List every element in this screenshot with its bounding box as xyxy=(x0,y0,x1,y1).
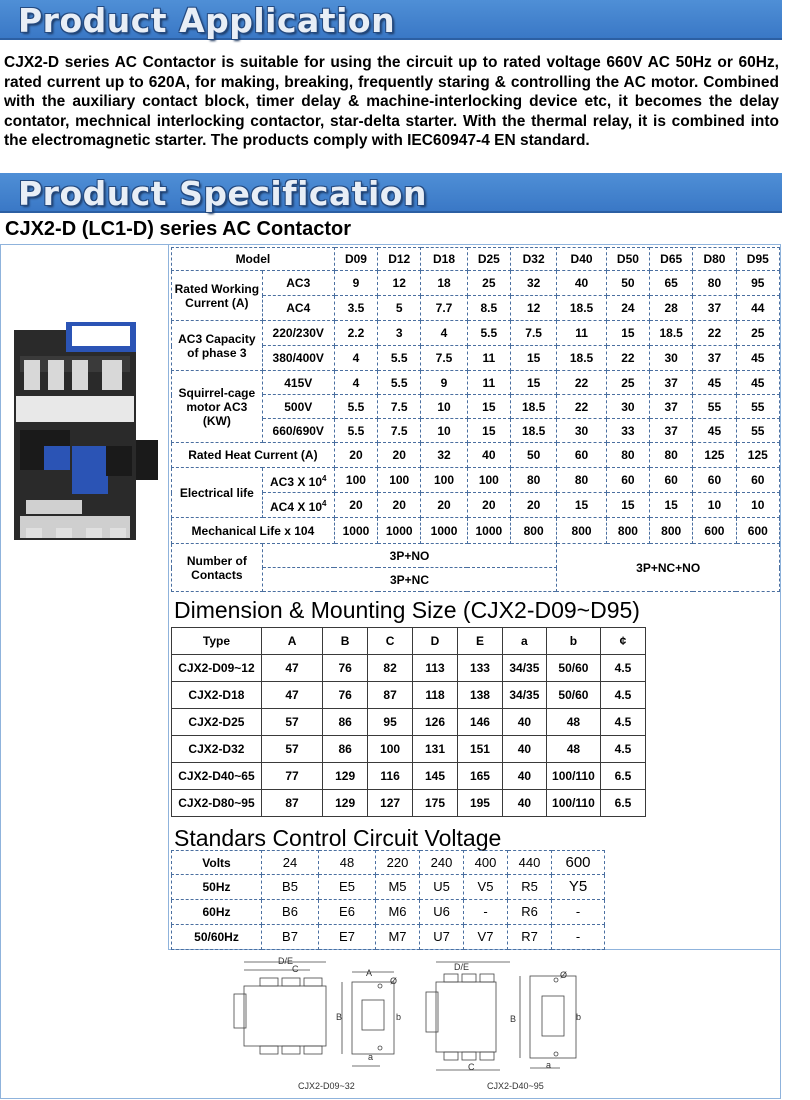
table-cell: 15 xyxy=(510,346,556,371)
table-cell: 18.5 xyxy=(510,419,556,443)
table-cell: 60 xyxy=(736,468,779,493)
table-cell: M5 xyxy=(376,875,420,900)
table-cell: 116 xyxy=(368,763,413,790)
table-cell: 127 xyxy=(368,790,413,817)
table-cell: 40 xyxy=(467,443,510,468)
drawing-dim-label: b xyxy=(576,1012,582,1022)
table-cell: V5 xyxy=(464,875,508,900)
table-cell: 60 xyxy=(557,443,606,468)
contacts-option: 3P+NC xyxy=(262,568,557,592)
application-title: Product Application xyxy=(18,1,396,40)
specification-title: Product Specification xyxy=(18,174,427,213)
table-cell: 37 xyxy=(650,371,693,395)
table-cell: 4 xyxy=(334,346,377,371)
table-cell: M6 xyxy=(376,900,420,925)
table-cell: 15 xyxy=(606,321,649,346)
table-cell: 400 xyxy=(464,851,508,875)
table-cell: 48 xyxy=(546,736,600,763)
table-cell: M7 xyxy=(376,925,420,950)
voltage-row-label: 60Hz xyxy=(172,900,262,925)
application-text: CJX2-D series AC Contactor is suitable for using the circuit up to rated voltage 660V AC 50Hz or 60Hz, rated current up to 620A, for making, breaking, frequently staring & controlling the AC motor. Combined with the auxiliary contact block, timer delay & machine-interlocking device etc, it becomes the delay contator, mechnical interlocking contactor, star-delta starter. With the thermal relay, it is combined into the electromagnetic starter. The products comply with IEC60947-4 EN standard. xyxy=(4,54,779,149)
table-cell: 175 xyxy=(413,790,458,817)
table-cell: 20 xyxy=(378,443,421,468)
table-cell: 82 xyxy=(368,655,413,682)
table-cell: 145 xyxy=(413,763,458,790)
rated-heat-current-label: Rated Heat Current (A) xyxy=(172,443,335,468)
table-cell: 40 xyxy=(502,709,546,736)
table-cell: 18.5 xyxy=(510,395,556,419)
table-cell: 86 xyxy=(323,709,368,736)
contacts-option: 3P+NC+NO xyxy=(557,544,780,592)
table-cell: 25 xyxy=(606,371,649,395)
table-cell: 100/110 xyxy=(546,790,600,817)
table-cell: 34/35 xyxy=(502,682,546,709)
table-cell: 195 xyxy=(457,790,502,817)
model-cell: D95 xyxy=(736,248,779,271)
table-cell: 20 xyxy=(334,493,377,518)
table-cell: 6.5 xyxy=(600,763,645,790)
table-cell: 5.5 xyxy=(467,321,510,346)
contactor-photo-icon xyxy=(6,320,166,550)
voltage-row-label: 50/60Hz xyxy=(172,925,262,950)
table-cell: 7.5 xyxy=(378,419,421,443)
table-cell: 12 xyxy=(510,296,556,321)
table-cell: 15 xyxy=(557,493,606,518)
table-cell: 7.5 xyxy=(378,395,421,419)
table-cell: 55 xyxy=(736,395,779,419)
row-label: 380/400V xyxy=(262,346,334,371)
drawing-label: CJX2-D09~32 xyxy=(298,1081,355,1091)
dimension-header: B xyxy=(323,628,368,655)
table-cell: B6 xyxy=(262,900,319,925)
table-cell: CJX2-D09~12 xyxy=(172,655,262,682)
table-cell: 20 xyxy=(378,493,421,518)
table-cell: U7 xyxy=(420,925,464,950)
table-cell: 11 xyxy=(557,321,606,346)
table-cell: 7.5 xyxy=(510,321,556,346)
table-cell: 3.5 xyxy=(334,296,377,321)
table-cell: CJX2-D80~95 xyxy=(172,790,262,817)
row-label: 500V xyxy=(262,395,334,419)
table-cell: 800 xyxy=(557,518,606,544)
voltage-table xyxy=(171,850,605,950)
table-cell: 15 xyxy=(467,419,510,443)
table-cell: 10 xyxy=(693,493,736,518)
table-cell: CJX2-D32 xyxy=(172,736,262,763)
table-cell: 240 xyxy=(420,851,464,875)
drawing-dim-label: C xyxy=(468,1062,475,1072)
table-cell: E7 xyxy=(319,925,376,950)
drawing-dim-label: b xyxy=(396,1012,402,1022)
model-cell: D50 xyxy=(606,248,649,271)
model-cell: D65 xyxy=(650,248,693,271)
table-cell: 32 xyxy=(421,443,467,468)
table-cell: 100 xyxy=(467,468,510,493)
ac3-capacity-label: AC3 Capacity of phase 3 xyxy=(172,321,263,371)
model-cell: D12 xyxy=(378,248,421,271)
table-cell: 80 xyxy=(510,468,556,493)
table-cell: 22 xyxy=(606,346,649,371)
table-cell: 40 xyxy=(502,736,546,763)
table-cell: 5 xyxy=(378,296,421,321)
table-cell: 76 xyxy=(323,655,368,682)
dimension-header: ¢ xyxy=(600,628,645,655)
table-cell: - xyxy=(552,900,605,925)
contacts-option: 3P+NO xyxy=(262,544,557,568)
table-cell: 18 xyxy=(421,271,467,296)
dimension-table xyxy=(171,627,646,817)
table-cell: 6.5 xyxy=(600,790,645,817)
table-cell: 1000 xyxy=(421,518,467,544)
model-cell: D09 xyxy=(334,248,377,271)
table-cell: 126 xyxy=(413,709,458,736)
row-label: 220/230V xyxy=(262,321,334,346)
table-cell: 5.5 xyxy=(334,419,377,443)
table-cell: 87 xyxy=(261,790,322,817)
table-cell: 100 xyxy=(334,468,377,493)
row-label: AC3 X $10^4$ xyxy=(262,468,334,493)
table-cell: 10 xyxy=(421,419,467,443)
voltage-row-label: Volts xyxy=(172,851,262,875)
dimension-header: A xyxy=(261,628,322,655)
mechanical-life-label: Mechanical Life x 104 xyxy=(172,518,335,544)
table-cell: 87 xyxy=(368,682,413,709)
model-cell: D40 xyxy=(557,248,606,271)
table-cell: 44 xyxy=(736,296,779,321)
table-cell: 125 xyxy=(736,443,779,468)
table-cell: 20 xyxy=(467,493,510,518)
table-cell: 129 xyxy=(323,790,368,817)
table-cell: 131 xyxy=(413,736,458,763)
table-cell: V7 xyxy=(464,925,508,950)
table-cell: 129 xyxy=(323,763,368,790)
table-cell: 125 xyxy=(693,443,736,468)
rated-working-current-label: Rated Working Current (A) xyxy=(172,271,263,321)
table-cell: 7.5 xyxy=(421,346,467,371)
drawing-dim-label: a xyxy=(546,1060,552,1070)
table-cell: 22 xyxy=(557,371,606,395)
model-cell: D25 xyxy=(467,248,510,271)
table-cell: 100 xyxy=(368,736,413,763)
row-label: 415V xyxy=(262,371,334,395)
table-cell: - xyxy=(552,925,605,950)
table-cell: 40 xyxy=(557,271,606,296)
table-cell: 7.7 xyxy=(421,296,467,321)
table-cell: 24 xyxy=(606,296,649,321)
table-cell: 48 xyxy=(319,851,376,875)
model-cell: D80 xyxy=(693,248,736,271)
table-cell: 4.5 xyxy=(600,736,645,763)
table-cell: 18.5 xyxy=(650,321,693,346)
table-cell: 100 xyxy=(378,468,421,493)
frame-divider xyxy=(168,244,169,949)
table-cell: 80 xyxy=(557,468,606,493)
table-cell: 9 xyxy=(334,271,377,296)
table-cell: 45 xyxy=(693,371,736,395)
table-cell: 1000 xyxy=(467,518,510,544)
drawing-dim-label: Ø xyxy=(560,970,568,980)
table-cell: 1000 xyxy=(334,518,377,544)
drawing-dim-label: C xyxy=(292,964,299,974)
table-cell: 47 xyxy=(261,682,322,709)
dimension-header: D xyxy=(413,628,458,655)
table-cell: 28 xyxy=(650,296,693,321)
table-cell: U6 xyxy=(420,900,464,925)
table-cell: 18.5 xyxy=(557,346,606,371)
table-cell: 15 xyxy=(510,371,556,395)
model-cell: D32 xyxy=(510,248,556,271)
table-cell: 15 xyxy=(606,493,649,518)
table-cell: 9 xyxy=(421,371,467,395)
contacts-label: Number of Contacts xyxy=(172,544,263,592)
table-cell: 95 xyxy=(368,709,413,736)
table-cell: 440 xyxy=(508,851,552,875)
drawing-dim-label: A xyxy=(366,968,373,978)
table-cell: 165 xyxy=(457,763,502,790)
dimension-header: a xyxy=(502,628,546,655)
drawing-dim-label: B xyxy=(336,1012,343,1022)
model-header: Model xyxy=(172,248,335,271)
table-cell: 37 xyxy=(650,395,693,419)
table-cell: R5 xyxy=(508,875,552,900)
table-cell: 10 xyxy=(736,493,779,518)
drawing-label: CJX2-D40~95 xyxy=(487,1081,544,1091)
table-cell: 5.5 xyxy=(334,395,377,419)
row-label: AC3 xyxy=(262,271,334,296)
table-cell: 4.5 xyxy=(600,709,645,736)
table-cell: 118 xyxy=(413,682,458,709)
specification-banner xyxy=(0,173,782,213)
table-cell: 100/110 xyxy=(546,763,600,790)
table-cell: 10 xyxy=(421,395,467,419)
table-cell: 3 xyxy=(378,321,421,346)
table-cell: U5 xyxy=(420,875,464,900)
table-cell: 77 xyxy=(261,763,322,790)
table-cell: 30 xyxy=(557,419,606,443)
table-cell: 45 xyxy=(736,371,779,395)
table-cell: 60 xyxy=(650,468,693,493)
dimension-header: Type xyxy=(172,628,262,655)
table-cell: 11 xyxy=(467,371,510,395)
table-cell: 37 xyxy=(693,346,736,371)
table-cell: 34/35 xyxy=(502,655,546,682)
table-cell: 65 xyxy=(650,271,693,296)
table-cell: 50 xyxy=(606,271,649,296)
table-cell: 4 xyxy=(334,371,377,395)
table-cell: CJX2-D25 xyxy=(172,709,262,736)
table-cell: 113 xyxy=(413,655,458,682)
table-cell: 80 xyxy=(693,271,736,296)
table-cell: E6 xyxy=(319,900,376,925)
table-cell: 22 xyxy=(557,395,606,419)
table-cell: 50/60 xyxy=(546,682,600,709)
specification-table xyxy=(171,247,780,592)
table-cell: 32 xyxy=(510,271,556,296)
dimension-header: C xyxy=(368,628,413,655)
drawing-dim-label: Ø xyxy=(390,976,398,986)
table-cell: 800 xyxy=(650,518,693,544)
table-cell: 30 xyxy=(650,346,693,371)
table-cell: 18.5 xyxy=(557,296,606,321)
table-cell: 25 xyxy=(467,271,510,296)
dimension-header: b xyxy=(546,628,600,655)
application-banner xyxy=(0,0,782,40)
drawing-dim-label: a xyxy=(368,1052,374,1062)
table-cell: 800 xyxy=(510,518,556,544)
drawing-dim-label: D/E xyxy=(454,962,470,972)
table-cell: 15 xyxy=(467,395,510,419)
table-cell: 40 xyxy=(502,790,546,817)
table-cell: 5.5 xyxy=(378,371,421,395)
table-cell: 76 xyxy=(323,682,368,709)
table-cell: 146 xyxy=(457,709,502,736)
table-cell: 57 xyxy=(261,736,322,763)
table-cell: 60 xyxy=(693,468,736,493)
table-cell: 86 xyxy=(323,736,368,763)
table-cell: 30 xyxy=(606,395,649,419)
table-cell: 20 xyxy=(334,443,377,468)
dimension-title: Dimension & Mounting Size (CJX2-D09~D95) xyxy=(174,597,640,623)
table-cell: 151 xyxy=(457,736,502,763)
table-cell: 100 xyxy=(421,468,467,493)
table-cell: 11 xyxy=(467,346,510,371)
table-cell: 55 xyxy=(736,419,779,443)
voltage-row-label: 50Hz xyxy=(172,875,262,900)
table-cell: 57 xyxy=(261,709,322,736)
table-cell: 8.5 xyxy=(467,296,510,321)
table-cell: 60 xyxy=(606,468,649,493)
table-cell: 4 xyxy=(421,321,467,346)
table-cell: 33 xyxy=(606,419,649,443)
dimension-header: E xyxy=(457,628,502,655)
table-cell: 20 xyxy=(421,493,467,518)
table-cell: 55 xyxy=(693,395,736,419)
dimension-drawing-icon xyxy=(230,956,590,1096)
table-cell: 12 xyxy=(378,271,421,296)
table-cell: Y5 xyxy=(552,875,605,900)
table-cell: B7 xyxy=(262,925,319,950)
table-cell: 600 xyxy=(552,851,605,875)
table-cell: 48 xyxy=(546,709,600,736)
table-cell: 24 xyxy=(262,851,319,875)
drawing-dim-label: D/E xyxy=(278,956,294,966)
table-cell: 600 xyxy=(693,518,736,544)
table-cell: 45 xyxy=(693,419,736,443)
table-cell: 50/60 xyxy=(546,655,600,682)
table-cell: 37 xyxy=(650,419,693,443)
table-cell: R6 xyxy=(508,900,552,925)
table-cell: 138 xyxy=(457,682,502,709)
table-cell: 600 xyxy=(736,518,779,544)
table-cell: CJX2-D40~65 xyxy=(172,763,262,790)
table-cell: 4.5 xyxy=(600,682,645,709)
table-cell: R7 xyxy=(508,925,552,950)
row-label: AC4 xyxy=(262,296,334,321)
table-cell: 2.2 xyxy=(334,321,377,346)
table-cell: 45 xyxy=(736,346,779,371)
table-cell: - xyxy=(464,900,508,925)
row-label: AC4 X $10^4$ xyxy=(262,493,334,518)
table-cell: B5 xyxy=(262,875,319,900)
table-cell: 95 xyxy=(736,271,779,296)
table-cell: CJX2-D18 xyxy=(172,682,262,709)
table-cell: 40 xyxy=(502,763,546,790)
table-cell: 20 xyxy=(510,493,556,518)
squirrel-cage-label: Squirrel-cage motor AC3 (KW) xyxy=(172,371,263,443)
electrical-life-label: Electrical life xyxy=(172,468,263,518)
series-title: CJX2-D (LC1-D) series AC Contactor xyxy=(5,218,351,240)
table-cell: 25 xyxy=(736,321,779,346)
table-cell: 133 xyxy=(457,655,502,682)
table-cell: 37 xyxy=(693,296,736,321)
table-cell: 1000 xyxy=(378,518,421,544)
table-cell: 4.5 xyxy=(600,655,645,682)
table-cell: 50 xyxy=(510,443,556,468)
table-cell: 5.5 xyxy=(378,346,421,371)
table-cell: 80 xyxy=(606,443,649,468)
table-cell: 220 xyxy=(376,851,420,875)
table-cell: 80 xyxy=(650,443,693,468)
voltage-title: Standars Control Circuit Voltage xyxy=(174,825,502,851)
table-cell: E5 xyxy=(319,875,376,900)
table-cell: 47 xyxy=(261,655,322,682)
row-label: 660/690V xyxy=(262,419,334,443)
table-cell: 15 xyxy=(650,493,693,518)
table-cell: 22 xyxy=(693,321,736,346)
drawing-dim-label: B xyxy=(510,1014,517,1024)
model-cell: D18 xyxy=(421,248,467,271)
table-cell: 800 xyxy=(606,518,649,544)
